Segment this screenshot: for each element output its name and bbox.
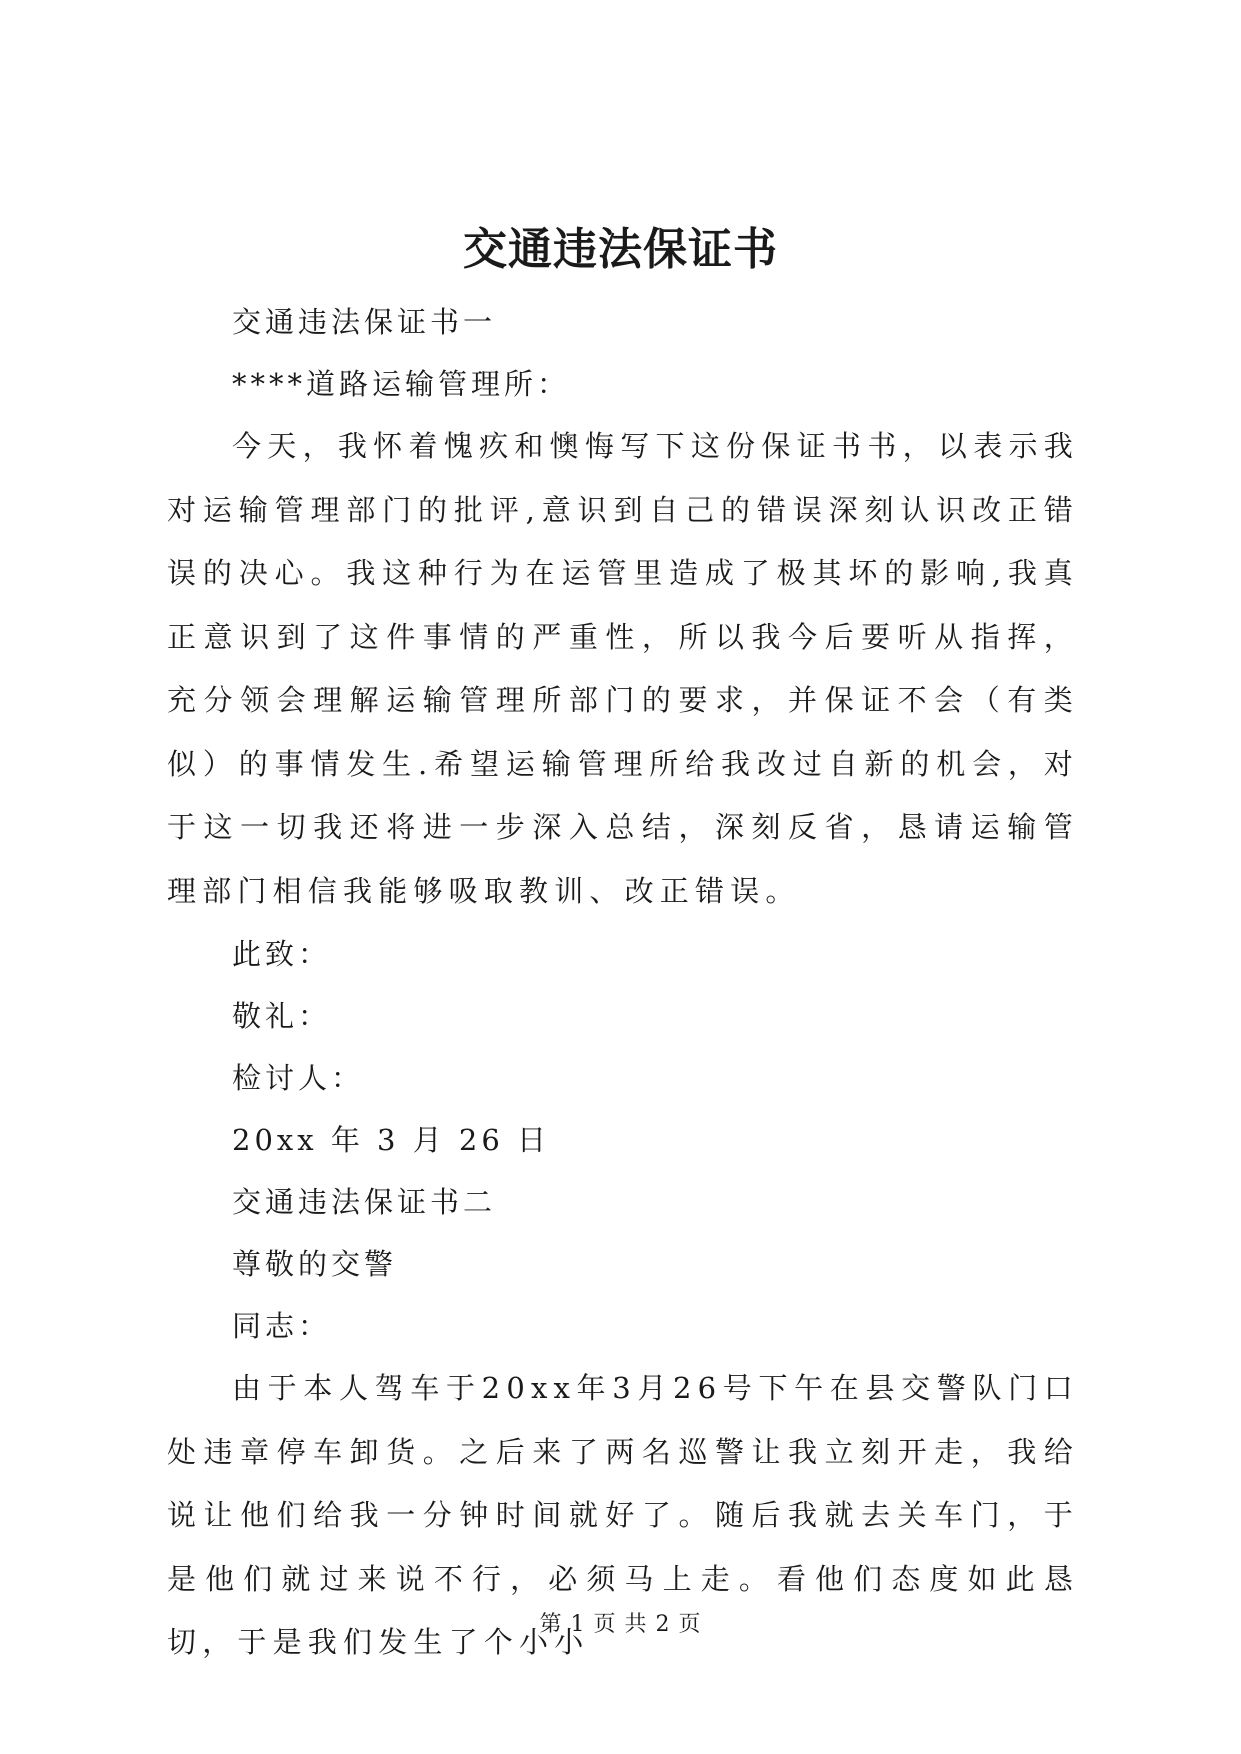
date-line: 20xx 年 3 月 26 日 xyxy=(232,1123,551,1157)
page-footer: 第 1 页 共 2 页 xyxy=(539,1612,702,1637)
section2-addressee-line-2: 同志： xyxy=(232,1309,332,1343)
section2-addressee-line-1: 尊敬的交警 xyxy=(232,1247,398,1281)
section1-addressee: ****道路运输管理所： xyxy=(232,367,571,401)
section2-heading: 交通违法保证书二 xyxy=(232,1185,497,1219)
document-title: 交通违法保证书 xyxy=(463,224,778,275)
document-body xyxy=(167,291,1079,1675)
section1-paragraph: 今天，我怀着愧疚和懊悔写下这份保证书书，以表示我对运输管理部门的批评,意识到自己的错误深刻认识改正错误的决心。我这种行为在运管里造成了极其坏的影响,我真正意识到了这件事情的严重性，所以我今后要听从指挥，充分领会理解运输管理所部门的要求，并保证不会（有类似）的事情发生.希望运输管理所给我改过自新的机会，对于这一切我还将进一步深入总结，深刻反省，恳请运输管理部门相信我能够吸取教训、改正错误。 xyxy=(167,429,1079,908)
signer-line: 检讨人： xyxy=(232,1061,365,1095)
closing-line-2: 敬礼： xyxy=(232,999,332,1033)
section1-heading: 交通违法保证书一 xyxy=(232,305,497,339)
section2-paragraph: 由于本人驾车于20xx年3月26号下午在县交警队门口处违章停车卸货。之后来了两名巡警让我立刻开走，我给说让他们给我一分钟时间就好了。随后我就去关车门，于是他们就过来说不行，必须马上走。看他们态度如此恳切，于是我们发生了个小小 xyxy=(167,1371,1079,1659)
closing-line-1: 此致： xyxy=(232,937,332,971)
